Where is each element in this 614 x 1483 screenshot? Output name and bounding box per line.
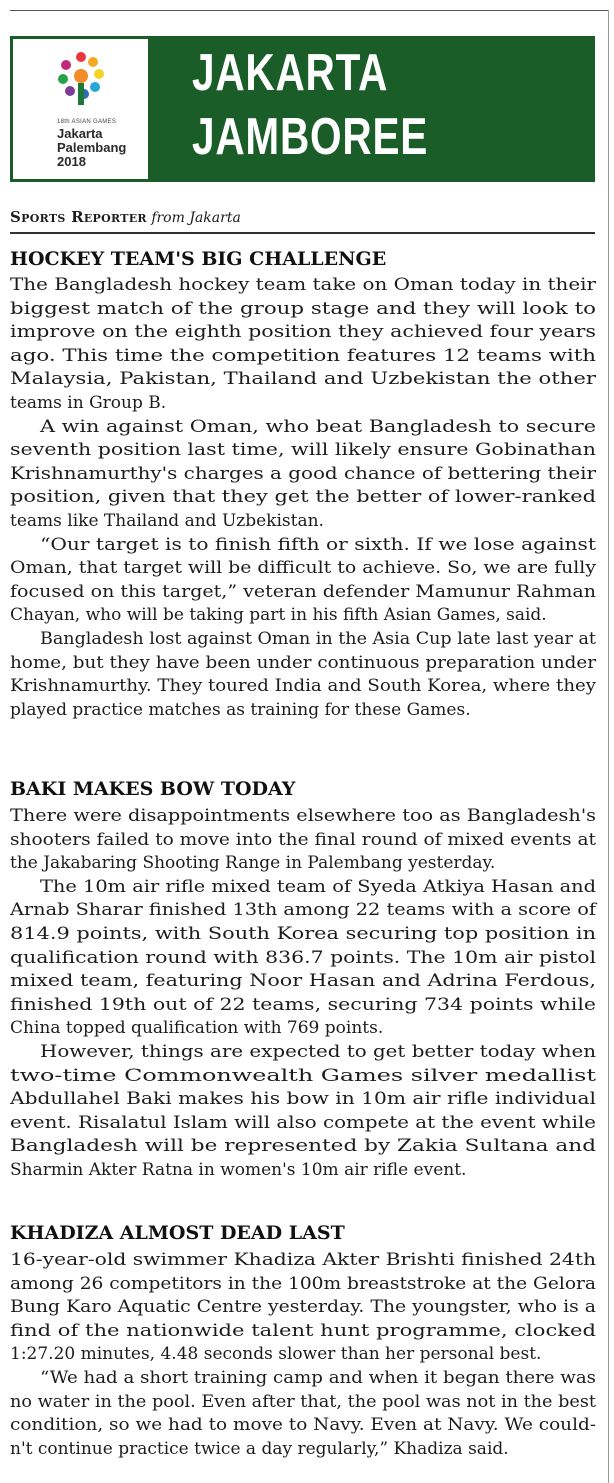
article-line: Chayan, who will be taking part in his fifth Asian Games, said. [10,605,547,626]
byline [10,208,241,226]
article-line: improve on the eighth position they achieved four years [10,322,597,343]
section-banner [10,36,595,182]
article-line: n't continue practice twice a day regularly,” Khadiza said. [10,1438,509,1459]
logo-line-palembang: Palembang [57,140,127,155]
byline-location: from Jakarta [151,210,241,226]
article-line: Arnab Sharar finished 13th among 22 teams with a score of [10,900,596,921]
article-line: no water in the pool. Even after that, the pool was not in the best [10,1391,596,1412]
article-line: focused on this target,” veteran defender Mamunur Rahman [10,581,597,602]
article-line: mixed team, featuring Noor Hasan and Adrina Ferdous, [10,971,596,992]
article-line: 1:27.20 minutes, 4.48 seconds slower than her personal best. [10,1344,542,1365]
article-line: finished 19th out of 22 teams, securing 734 points while [10,994,597,1015]
article-line: teams like Thailand and Uzbekistan. [10,511,324,531]
section-heading: HOCKEY TEAM'S BIG CHALLENGE [10,248,387,270]
banner-title-panel [148,39,592,179]
article-line: among 26 competitors in the 100m breaststroke at the Gelora [10,1273,597,1294]
article-line: 16-year-old swimmer Khadiza Akter Brishti finished 24th [10,1250,597,1270]
logo-subtitle: 18th ASIAN GAMES [57,119,117,125]
logo-line-jakarta: Jakarta [57,126,103,141]
article-line: However, things are expected to get better today when [40,1042,597,1062]
column-rule [608,10,609,1483]
article-line: “We had a short training camp and when it began there was [40,1368,597,1388]
section-heading: BAKI MAKES BOW TODAY [10,778,296,800]
article-line: Krishnamurthy. They toured India and South Korea, where they [10,676,597,697]
article-line: There were disappointments elsewhere too as Bangladesh's [10,806,597,826]
byline-reporter: Sports Reporter [10,208,147,226]
article-line: find of the nationwide talent hunt programme, clocked [10,1320,597,1341]
byline-rule [10,232,595,234]
article-line: Malaysia, Pakistan, Thailand and Uzbekistan the other [10,369,596,390]
article-line: ago. This time the competition features 12 teams with [10,345,597,366]
article-line: home, but they have been under continuous preparation under [10,652,597,673]
article-line: China topped qualification with 769 points. [10,1018,384,1039]
article-line: Abdullahel Baki makes his bow in 10m air rifle individual [10,1089,597,1110]
article-line: qualification round with 836.7 points. The 10m air pistol [10,947,597,968]
logo-line-year: 2018 [57,154,86,169]
article-line: Krishnamurthy's charges a good chance of bettering their [10,463,597,484]
article-line: seventh position last time, will likely ensure Gobinathan [10,440,596,461]
article-line: biggest match of the group stage and they will look to [10,298,596,319]
logo-wordmark [57,127,126,169]
article-line: The 10m air rifle mixed team of Syeda Atkiya Hasan and [40,876,597,897]
article-line: two-time Commonwealth Games silver medallist [10,1065,596,1086]
article-line: “Our target is to finish fifth or sixth. If we lose against [40,534,596,555]
banner-title-line-2: JAMBOREE [192,108,429,166]
section-heading: KHADIZA ALMOST DEAD LAST [10,1222,345,1244]
article-line: Sharmin Akter Ratna in women's 10m air rifle event. [10,1160,467,1180]
top-rule [10,10,608,11]
article-line: 814.9 points, with South Korea securing top position in [10,924,597,944]
asian-games-logo [13,39,148,179]
article-line: shooters failed to move into the final round of mixed events at [10,829,596,850]
article-line: the Jakabaring Shooting Range in Palembang yesterday. [10,853,496,874]
article-line: event. Risalatul Islam will also compete at the event while [10,1112,597,1133]
article-line: teams in Group B. [10,393,167,413]
asian-games-emblem-icon [55,49,107,109]
article-line: Bung Karo Aquatic Centre yesterday. The youngster, who is a [10,1297,596,1318]
article-line: A win against Oman, who beat Bangladesh to secure [40,416,597,437]
article-line: Bangladesh will be represented by Zakia Sultana and [10,1136,597,1157]
article-line: The Bangladesh hockey team take on Oman today in their [10,275,596,295]
article-line: Oman, that target will be difficult to achieve. So, we are fully [10,558,596,579]
article-line: condition, so we had to move to Navy. Even at Navy. We could- [10,1415,597,1436]
article-line: played practice matches as training for these Games. [10,699,471,720]
banner-title-line-1: JAKARTA [192,44,389,102]
article-line: Bangladesh lost against Oman in the Asia Cup late last year at [40,629,596,649]
article-line: position, given that they get the better of lower-ranked [10,487,597,508]
